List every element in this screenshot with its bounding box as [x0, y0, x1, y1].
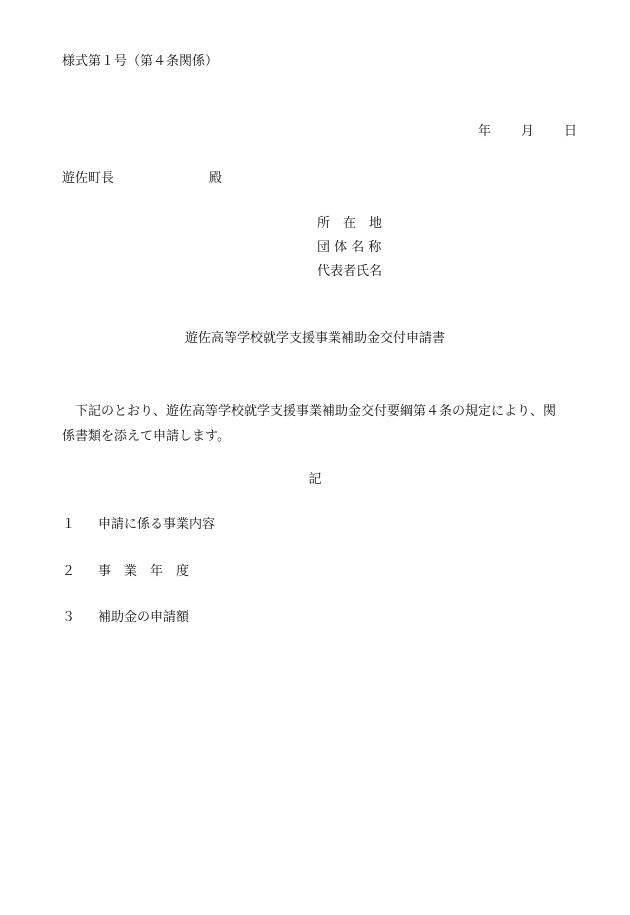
- addressee-name: 遊佐町長: [62, 171, 115, 186]
- addressee: [62, 171, 223, 187]
- list-item: [62, 517, 215, 533]
- body-line-1: 下記のとおり、遊佐高等学校就学支援事業補助金交付要綱第４条の規定により、関: [62, 404, 557, 419]
- ki-heading: 記: [308, 472, 322, 487]
- applicant-representative-label: 代表者氏名: [317, 264, 383, 279]
- date-day: 日: [564, 124, 578, 139]
- item-number: ３: [62, 610, 76, 625]
- item-label: 補助金の申請額: [98, 610, 190, 625]
- body-text: [62, 399, 574, 449]
- item-label: 申請に係る事業内容: [98, 517, 216, 532]
- form-number-label: 様式第１号（第４条関係）: [62, 54, 219, 69]
- addressee-honorific: 殿: [209, 171, 223, 186]
- applicant-org-name-label: 団 体 名 称: [317, 240, 382, 255]
- item-number: ２: [62, 564, 76, 579]
- body-line-2: 係書類を添えて申請します。: [62, 429, 230, 444]
- date-year: 年: [478, 124, 492, 139]
- applicant-block: [317, 216, 382, 288]
- applicant-address-label: 所 在 地: [317, 216, 383, 231]
- list-item: [62, 610, 189, 626]
- document-title: 遊佐高等学校就学支援事業補助金交付申請書: [184, 331, 445, 346]
- item-label: 事 業 年 度: [98, 564, 190, 579]
- item-number: １: [62, 517, 76, 532]
- date-month: 月: [521, 124, 535, 139]
- list-item: [62, 564, 189, 580]
- date-line: [478, 124, 577, 140]
